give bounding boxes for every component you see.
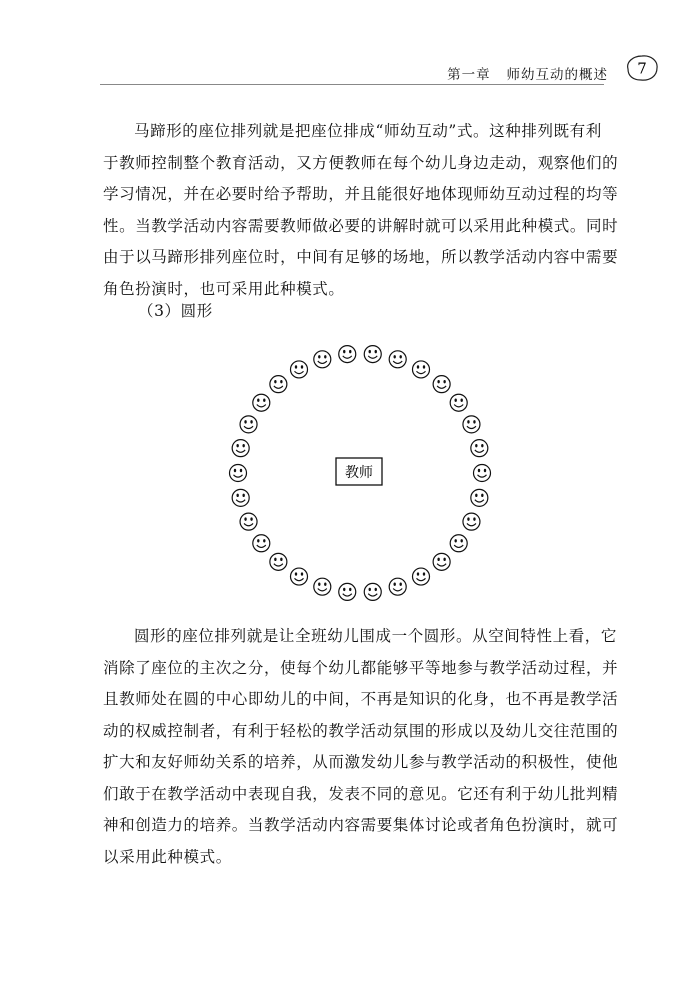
page-header bbox=[0, 0, 700, 84]
smiley-face-icon bbox=[413, 361, 430, 378]
smiley-face-icon bbox=[240, 513, 257, 530]
text-line: 以采用此种模式。 bbox=[103, 847, 232, 866]
header-rule bbox=[100, 84, 604, 85]
smiley-face-icon bbox=[230, 465, 247, 482]
smiley-face-icon bbox=[433, 376, 450, 393]
text-line: 角色扮演时，也可采用此种模式。 bbox=[103, 279, 345, 298]
smiley-face-icon bbox=[339, 346, 356, 363]
smiley-face-icon bbox=[253, 394, 270, 411]
smiley-face-icon bbox=[240, 416, 257, 433]
smiley-face-icon bbox=[291, 361, 308, 378]
smiley-face-icon bbox=[463, 416, 480, 433]
teacher-label: 教师 bbox=[345, 465, 373, 481]
smiley-face-icon bbox=[339, 583, 356, 600]
text-line: 神和创造力的培养。当教学活动内容需要集体讨论或者角色扮演时，就可 bbox=[103, 816, 619, 834]
smiley-face-icon bbox=[232, 489, 249, 506]
text-line: 消除了座位的主次之分，使每个幼儿都能够平等地参与教学活动过程，并 bbox=[103, 658, 619, 677]
smiley-face-icon bbox=[450, 535, 467, 552]
paragraph-horseshoe bbox=[103, 116, 623, 305]
smiley-face-icon bbox=[389, 351, 406, 368]
text-line: 圆形的座位排列就是让全班幼儿围成一个圆形。从空间特性上看，它 bbox=[134, 627, 618, 645]
chapter-label: 第一章 bbox=[447, 67, 491, 83]
text-line: 们敢于在教学活动中表现自我，发表不同的意见。它还有利于幼儿批判精 bbox=[103, 784, 619, 803]
smiley-face-icon bbox=[364, 583, 381, 600]
text-line: 且教师处在圆的中心即幼儿的中间，不再是知识的化身，也不再是教学活 bbox=[103, 690, 619, 708]
smiley-face-icon bbox=[314, 578, 331, 595]
smiley-face-icon bbox=[253, 535, 270, 552]
smiley-face-icon bbox=[314, 351, 331, 368]
smiley-face-icon bbox=[471, 440, 488, 457]
smiley-face-icon bbox=[232, 440, 249, 457]
smiley-face-icon bbox=[291, 568, 308, 585]
smiley-face-icon bbox=[471, 489, 488, 506]
smiley-face-icon bbox=[270, 376, 287, 393]
text-line: 性。当教学活动内容需要教师做必要的讲解时就可以采用此种模式。同时 bbox=[103, 216, 619, 235]
page-number: 7 bbox=[637, 59, 647, 78]
text-line: 于教师控制整个教育活动，又方便教师在每个幼儿身边走动，观察他们的 bbox=[103, 153, 619, 172]
paragraph-circle bbox=[103, 621, 623, 873]
chapter-title: 师幼互动的概述 bbox=[506, 67, 608, 83]
smiley-face-icon bbox=[433, 553, 450, 570]
smiley-face-icon bbox=[474, 465, 491, 482]
text-line: 学习情况，并在必要时给予帮助，并且能很好地体现师幼互动过程的均等 bbox=[103, 185, 619, 203]
text-line: 扩大和友好师幼关系的培养，从而激发幼儿参与教学活动的积极性，使他 bbox=[103, 753, 619, 771]
circle-seating-diagram bbox=[225, 340, 495, 610]
page-number-badge bbox=[624, 53, 660, 83]
section-subheading: （3）圆形 bbox=[138, 302, 213, 320]
running-header bbox=[447, 63, 608, 83]
smiley-face-icon bbox=[389, 578, 406, 595]
text-line: 由于以马蹄形排列座位时，中间有足够的场地，所以教学活动内容中需要 bbox=[103, 248, 619, 266]
smiley-face-icon bbox=[450, 394, 467, 411]
smiley-face-icon bbox=[413, 568, 430, 585]
smiley-face-icon bbox=[270, 553, 287, 570]
text-line: 马蹄形的座位排列就是把座位排成“师幼互动”式。这种排列既有利 bbox=[134, 122, 602, 140]
smiley-face-icon bbox=[463, 513, 480, 530]
smiley-face-icon bbox=[364, 346, 381, 363]
text-line: 动的权威控制者，有利于轻松的教学活动氛围的形成以及幼儿交往范围的 bbox=[103, 721, 619, 740]
